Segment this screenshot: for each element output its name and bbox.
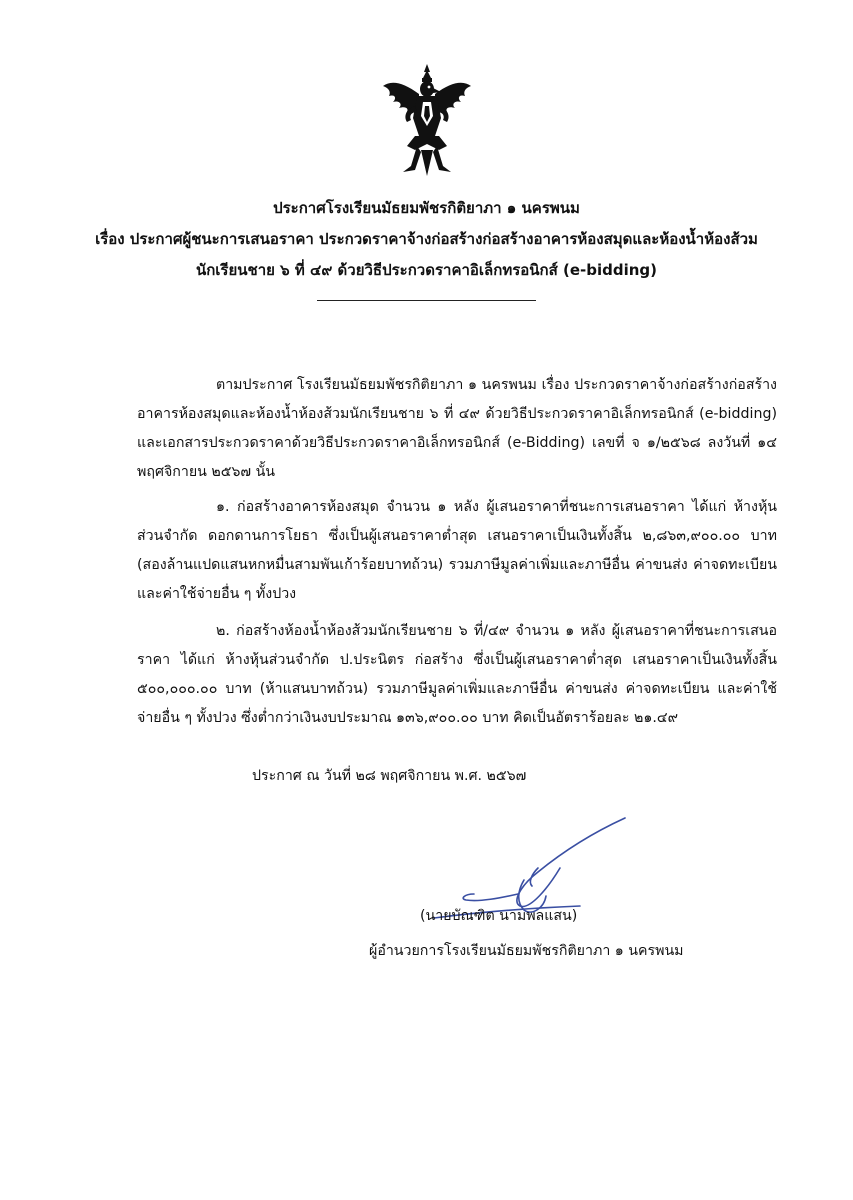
body-paragraph-intro: ตามประกาศ โรงเรียนมัธยมพัชรกิติยาภา ๑ นครพนม เรื่อง ประกวดราคาจ้างก่อสร้างก่อสร้างอาคารห้องสมุดและห้องน้ำห้องส้วมนักเรียนชาย ๖ ที่ ๔๙ ด้วยวิธีประกวดราคาอิเล็กทรอนิกส์ (e-bidding) และเอกสารประกวดราคาด้วยวิธีประกวดราคาอิเล็กทรอนิกส์ (e-Bidding) เลขที่ จ ๑/๒๕๖๘ ลงวันที่ ๑๔ พฤศจิกายน ๒๕๖๗ นั้น <box>137 377 777 480</box>
signer-title: ผู้อำนวยการโรงเรียนมัธยมพัชรกิติยาภา ๑ นครพนม <box>369 943 684 959</box>
announcement-issuer: ประกาศโรงเรียนมัธยมพัชรกิติยาภา ๑ นครพนม <box>273 199 580 217</box>
signer-name: (นายบัณฑิต นามพลแสน) <box>420 908 578 924</box>
body-paragraph-library-winner: ๑. ก่อสร้างอาคารห้องสมุด จำนวน ๑ หลัง ผู้เสนอราคาที่ชนะการเสนอราคา ได้แก่ ห้างหุ้นส่วนจำกัด ดอกดานการโยธา ซึ่งเป็นผู้เสนอราคาต่ำสุด เสนอราคาเป็นเงินทั้งสิ้น ๒,๘๖๓,๙๐๐.๐๐ บาท (สองล้านแปดแสนหกหมื่นสามพันเก้าร้อยบาทถ้วน) รวมภาษีมูลค่าเพิ่มและภาษีอื่น ค่าขนส่ง ค่าจดทะเบียน และค่าใช้จ่ายอื่น ๆ ทั้งปวง <box>137 499 777 602</box>
announcement-subject: เรื่อง ประกาศผู้ชนะการเสนอราคา ประกวดราคาจ้างก่อสร้างก่อสร้างอาคารห้องสมุดและห้องน้ำห้องส้วม <box>95 230 758 248</box>
announcement-subject-continued: นักเรียนชาย ๖ ที่ ๔๙ ด้วยวิธีประกวดราคาอิเล็กทรอนิกส์ (e-bidding) <box>195 261 658 279</box>
announcement-date: ประกาศ ณ วันที่ ๒๘ พฤศจิกายน พ.ศ. ๒๕๖๗ <box>252 768 527 784</box>
body-paragraph-restroom-winner: ๒. ก่อสร้างห้องน้ำห้องส้วมนักเรียนชาย ๖ ที่/๔๙ จำนวน ๑ หลัง ผู้เสนอราคาที่ชนะการเสนอราคา ได้แก่ ห้างหุ้นส่วนจำกัด ป.ประนิตร ก่อสร้าง ซึ่งเป็นผู้เสนอราคาต่ำสุด เสนอราคาเป็นเงินทั้งสิ้น ๕๐๐,๐๐๐.๐๐ บาท (ห้าแสนบาทถ้วน) รวมภาษีมูลค่าเพิ่มและภาษีอื่น ค่าขนส่ง ค่าจดทะเบียน และค่าใช้จ่ายอื่น ๆ ทั้งปวง ซึ่งต่ำกว่าเงินงบประมาณ ๑๓๖,๙๐๐.๐๐ บาท คิดเป็นอัตราร้อยละ ๒๑.๔๙ <box>137 623 777 726</box>
garuda-emblem-icon <box>381 62 473 178</box>
header-divider <box>317 300 536 301</box>
